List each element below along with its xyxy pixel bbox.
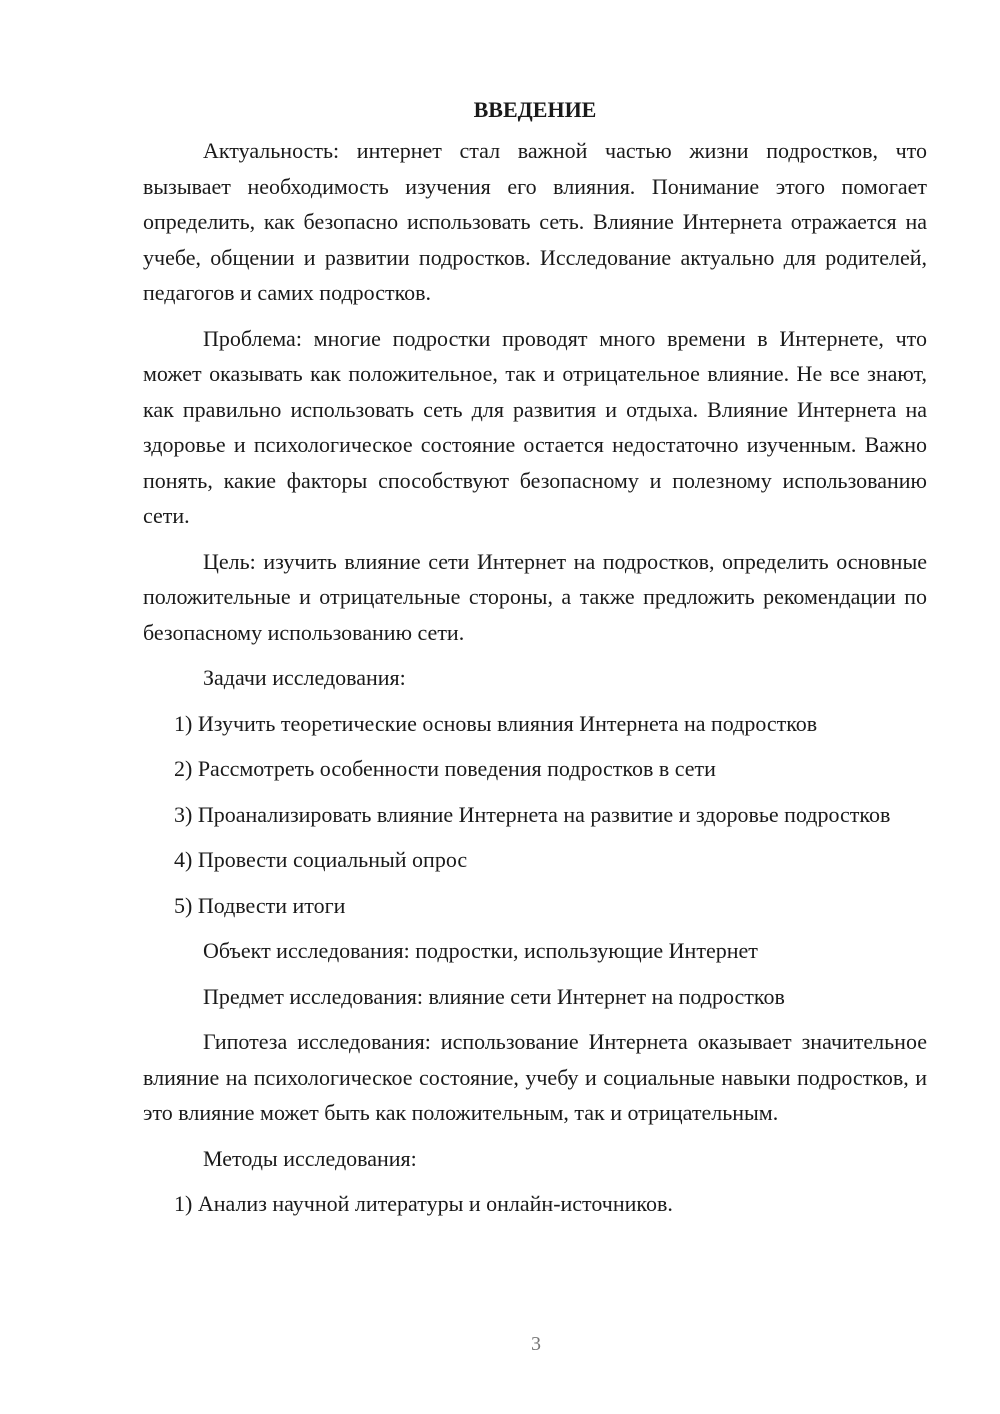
method-item-1: 1) Анализ научной литературы и онлайн-источников. (174, 1191, 673, 1216)
task-item-3: 3) Проанализировать влияние Интернета на развитие и здоровье подростков (174, 801, 891, 827)
goal-paragraph: Цель: изучить влияние сети Интернет на подростков, определить основные положительные и отрицательные стороны, а также предложить рекомендации по безопасному использованию сети. (143, 548, 927, 645)
relevance-paragraph: Актуальность: интернет стал важной частью жизни подростков, что вызывает необходимость изучения его влияния. Понимание этого помогает определить, как безопасно использовать сеть. Влияние Интернета отражается на учебе, общении и развитии подростков. Исследование актуально для родителей, педагогов и самих подростков. (143, 138, 927, 305)
task-item-5: 5) Подвести итоги (174, 892, 346, 918)
page-content (143, 95, 927, 1232)
problem-paragraph: Проблема: многие подростки проводят много времени в Интернете, что может оказывать как положительное, так и отрицательное влияние. Не все знают, как правильно использовать сеть для развития и отдыха. Влияние Интернета на здоровье и психологическое состояние остается недостаточно изученным. Важно понять, какие факторы способствуют безопасному и полезному использованию сети. (143, 325, 927, 528)
subject-paragraph: Предмет исследования: влияние сети Интернет на подростков (203, 983, 785, 1009)
tasks-heading: Задачи исследования: (203, 665, 406, 690)
page-number: 3 (531, 1333, 541, 1355)
methods-heading: Методы исследования: (203, 1145, 417, 1171)
task-item-2: 2) Рассмотреть особенности поведения подростков в сети (174, 756, 716, 781)
hypothesis-paragraph: Гипотеза исследования: использование Интернета оказывает значительное влияние на психологическое состояние, учебу и социальные навыки подростков, и это влияние может быть как положительным, так и отрицательным. (143, 1029, 927, 1125)
object-paragraph: Объект исследования: подростки, использующие Интернет (203, 938, 758, 963)
task-item-1: 1) Изучить теоретические основы влияния Интернета на подростков (174, 710, 818, 736)
section-title: ВВЕДЕНИЕ (473, 97, 597, 122)
task-item-4: 4) Провести социальный опрос (174, 847, 468, 872)
